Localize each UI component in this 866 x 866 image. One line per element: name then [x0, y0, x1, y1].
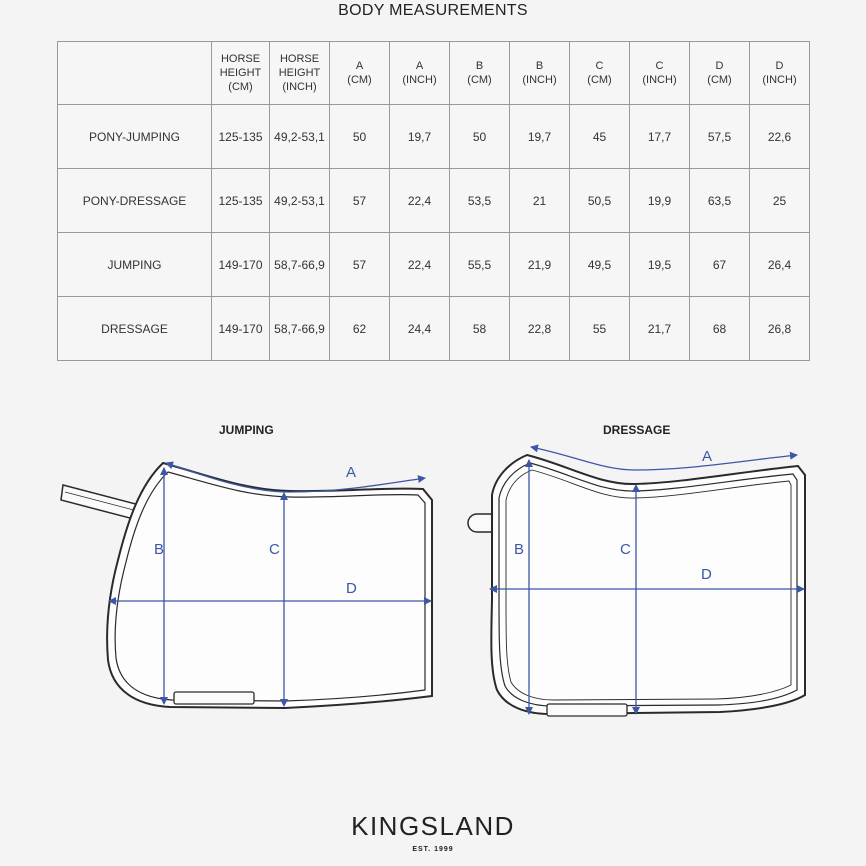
dressage-measure-a: [531, 447, 797, 470]
table-cell: 50,5: [570, 169, 630, 233]
header-cell: HORSE HEIGHT (CM): [212, 42, 270, 105]
row-label: DRESSAGE: [58, 297, 212, 361]
table-cell: 68: [690, 297, 750, 361]
table-cell: 149-170: [212, 233, 270, 297]
header-cell: B (CM): [450, 42, 510, 105]
brand-logo: KINGSLAND: [351, 811, 515, 841]
table-cell: 62: [330, 297, 390, 361]
table-cell: 57: [330, 169, 390, 233]
header-cell: D (INCH): [750, 42, 810, 105]
table-cell: 58: [450, 297, 510, 361]
table-cell: 22,8: [510, 297, 570, 361]
dressage-label-b: B: [514, 541, 525, 558]
table-cell: 26,8: [750, 297, 810, 361]
jumping-label-a: A: [346, 464, 357, 481]
jumping-label-d: D: [346, 580, 357, 597]
jumping-pad-outline: [107, 463, 432, 708]
table-cell: 67: [690, 233, 750, 297]
dressage-diagram-title: DRESSAGE: [603, 423, 671, 437]
table-cell: 21,7: [630, 297, 690, 361]
table-cell: 58,7-66,9: [270, 233, 330, 297]
header-cell: D (CM): [690, 42, 750, 105]
table-cell: 55: [570, 297, 630, 361]
jumping-label-c: C: [269, 541, 280, 558]
table-cell: 125-135: [212, 169, 270, 233]
header-cell: A (INCH): [390, 42, 450, 105]
header-cell: C (CM): [570, 42, 630, 105]
table-cell: 45: [570, 105, 630, 169]
dressage-pad-diagram: [468, 447, 805, 716]
dressage-label-d: D: [701, 566, 712, 583]
header-cell: A (CM): [330, 42, 390, 105]
table-cell: 55,5: [450, 233, 510, 297]
header-cell: HORSE HEIGHT (INCH): [270, 42, 330, 105]
table-cell: 63,5: [690, 169, 750, 233]
page-title: BODY MEASUREMENTS: [338, 2, 528, 19]
table-cell: 21: [510, 169, 570, 233]
table-cell: 17,7: [630, 105, 690, 169]
table-cell: 53,5: [450, 169, 510, 233]
table-cell: 125-135: [212, 105, 270, 169]
table-cell: 22,4: [390, 169, 450, 233]
table-cell: 58,7-66,9: [270, 297, 330, 361]
dressage-buckle: [547, 704, 627, 716]
table-cell: 57,5: [690, 105, 750, 169]
dressage-label-c: C: [620, 541, 631, 558]
table-cell: 25: [750, 169, 810, 233]
table-cell: 50: [450, 105, 510, 169]
table-cell: 26,4: [750, 233, 810, 297]
table-cell: 19,5: [630, 233, 690, 297]
header-cell: C (INCH): [630, 42, 690, 105]
table-cell: 149-170: [212, 297, 270, 361]
table-cell: 19,9: [630, 169, 690, 233]
table-cell: 22,6: [750, 105, 810, 169]
row-label: JUMPING: [58, 233, 212, 297]
brand-tagline: EST. 1999: [412, 846, 454, 853]
row-label: PONY-DRESSAGE: [58, 169, 212, 233]
table-cell: 49,2-53,1: [270, 169, 330, 233]
table-cell: 24,4: [390, 297, 450, 361]
jumping-buckle: [174, 692, 254, 704]
table-cell: 57: [330, 233, 390, 297]
dressage-label-a: A: [702, 448, 713, 465]
jumping-pad-diagram: [61, 463, 432, 708]
table-cell: 49,5: [570, 233, 630, 297]
table-cell: 21,9: [510, 233, 570, 297]
table-cell: 22,4: [390, 233, 450, 297]
table-cell: 49,2-53,1: [270, 105, 330, 169]
dressage-pad-outline: [491, 455, 805, 714]
row-label: PONY-JUMPING: [58, 105, 212, 169]
jumping-diagram-title: JUMPING: [219, 423, 274, 437]
table-cell: 19,7: [390, 105, 450, 169]
jumping-label-b: B: [154, 541, 165, 558]
header-cell: B (INCH): [510, 42, 570, 105]
table-cell: 50: [330, 105, 390, 169]
table-cell: 19,7: [510, 105, 570, 169]
